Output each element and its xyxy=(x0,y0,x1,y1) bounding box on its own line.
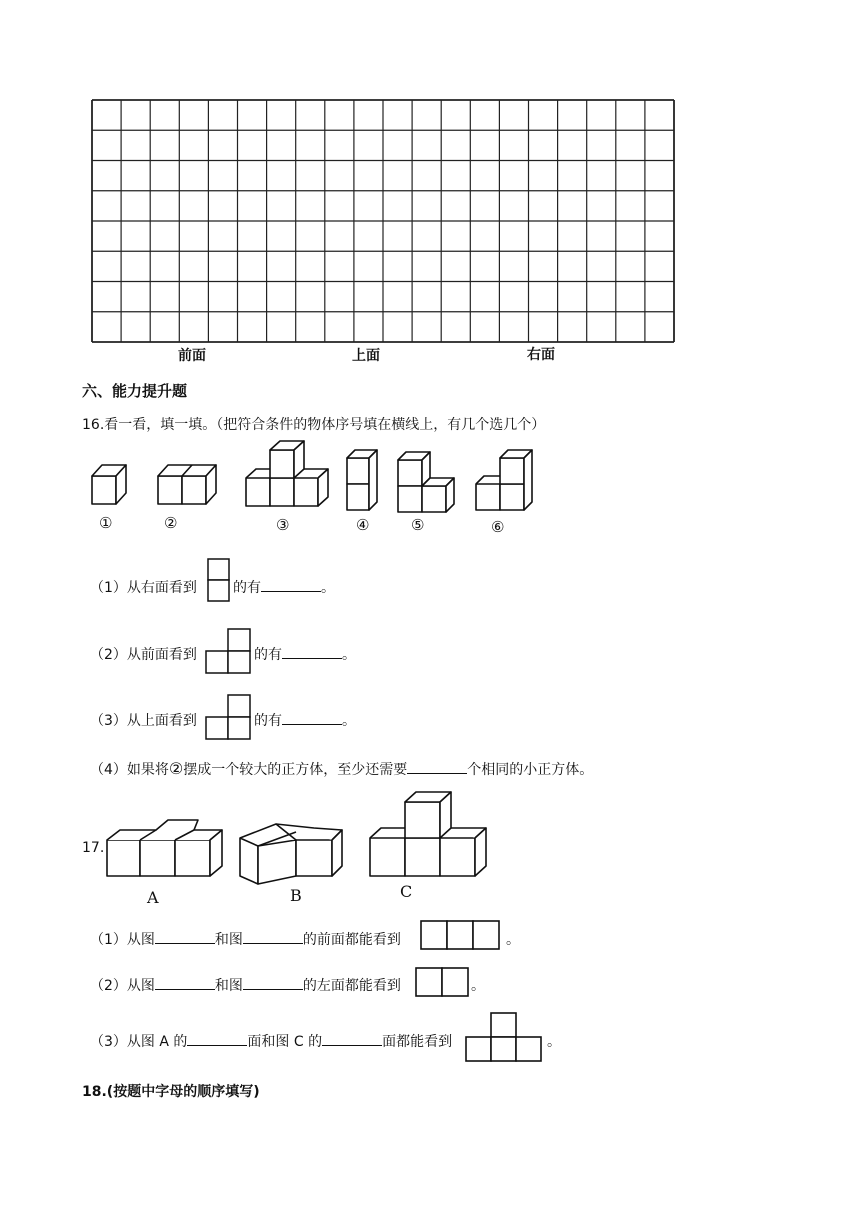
q17-sub2 xyxy=(90,975,401,995)
q16-sub1-prefix: （1）从右面看到 xyxy=(90,580,197,596)
q16-sub2 xyxy=(90,644,197,664)
q17-figures xyxy=(100,788,500,888)
q17-sub2-p3: 的左面都能看到 xyxy=(302,978,401,994)
q17-sub1-blank-2[interactable] xyxy=(243,929,303,944)
q16-sub3-end: 。 xyxy=(342,713,356,729)
q17-sub2-p1: （2）从图 xyxy=(90,978,155,994)
q16-sub1-suffix: 的有 xyxy=(233,580,261,596)
q16-figure-label-2: ② xyxy=(164,514,178,532)
q16-stem: 16.看一看，填一填。（把符合条件的物体序号填在横线上，有几个选几个） xyxy=(82,417,546,433)
q16-figure-label-1: ① xyxy=(99,514,113,532)
figure-4-cubes xyxy=(347,450,377,510)
view-two-in-row-icon xyxy=(415,967,473,999)
figure-2-cubes xyxy=(158,465,216,504)
q17-sub2-end: 。 xyxy=(471,978,485,994)
q16-sub4-prefix: （4）如果将 xyxy=(90,762,169,778)
q16-figure-label-5: ⑤ xyxy=(411,516,425,534)
q17-sub3-p2: 面和图 C 的 xyxy=(247,1034,323,1050)
q16-sub4-end: 个相同的小正方体。 xyxy=(467,762,594,778)
q16-sub3-prefix: （3）从上面看到 xyxy=(90,713,197,729)
q17-sub1-p3: 的前面都能看到 xyxy=(302,932,401,948)
figure-6-cubes xyxy=(476,450,532,510)
q17-figure-label-b: B xyxy=(290,886,302,905)
q17-sub2-blank-1[interactable] xyxy=(155,975,215,990)
q16-figure-label-4: ④ xyxy=(356,516,370,534)
grid-label-top: 上面 xyxy=(352,348,380,364)
q17-sub3-p1: （3）从图 A 的 xyxy=(90,1034,188,1050)
grid-label-right: 右面 xyxy=(527,347,555,363)
q17-sub1 xyxy=(90,929,401,949)
q16-sub1-answer-blank[interactable] xyxy=(261,577,321,592)
q17-sub1-p2: 和图 xyxy=(214,932,243,948)
q16-sub4-answer-blank[interactable] xyxy=(407,759,467,774)
q17-sub2-blank-2[interactable] xyxy=(243,975,303,990)
view-three-in-row-icon xyxy=(420,920,504,952)
q16-sub2-answer-blank[interactable] xyxy=(282,644,342,659)
q16-sub3-suffix: 的有 xyxy=(254,713,282,729)
figure-1-cubes xyxy=(92,465,126,504)
q17-sub3-blank-2[interactable] xyxy=(322,1031,382,1046)
q16-sub2-end: 。 xyxy=(342,647,356,663)
view-t-shape-icon xyxy=(465,1012,545,1064)
q16-sub2-tail xyxy=(254,644,356,664)
figure-a-cubes xyxy=(107,820,222,876)
q17-sub3-p3: 面都能看到 xyxy=(382,1034,453,1050)
q18-stem: 18.(按题中字母的顺序填写) xyxy=(82,1084,260,1100)
q16-figure-label-3: ③ xyxy=(276,516,290,534)
q16-sub2-suffix: 的有 xyxy=(254,647,282,663)
q16-sub4 xyxy=(90,759,593,779)
q16-sub4-middle: 摆成一个较大的正方体，至少还需要 xyxy=(183,762,408,778)
figure-c-cubes xyxy=(370,792,486,876)
q16-sub3-answer-blank[interactable] xyxy=(282,710,342,725)
q16-sub3 xyxy=(90,710,197,730)
figure-5-cubes xyxy=(398,452,454,512)
grid-label-front: 前面 xyxy=(178,348,206,364)
q16-sub2-prefix: （2）从前面看到 xyxy=(90,647,197,663)
q17-sub3 xyxy=(90,1031,452,1051)
q17-sub1-end: 。 xyxy=(506,932,520,948)
q17-sub1-blank-1[interactable] xyxy=(155,929,215,944)
figure-3-cubes xyxy=(246,441,328,506)
q16-sub1-tail xyxy=(233,577,335,597)
view-right-two-stacked-icon xyxy=(207,558,231,608)
q16-sub4-circled: ② xyxy=(168,759,184,778)
q16-sub1 xyxy=(90,577,197,597)
q16-sub3-tail xyxy=(254,710,356,730)
q16-figures xyxy=(80,440,560,550)
q16-sub1-end: 。 xyxy=(321,580,335,596)
answer-grid xyxy=(0,0,860,370)
q17-sub1-p1: （1）从图 xyxy=(90,932,155,948)
q17-sub3-end: 。 xyxy=(547,1034,561,1050)
figure-b-cubes xyxy=(240,824,342,884)
view-front-l-shape-icon xyxy=(205,628,253,676)
q17-figure-label-c: C xyxy=(400,882,413,901)
q17-sub2-p2: 和图 xyxy=(214,978,243,994)
view-top-l-shape-icon xyxy=(205,694,253,742)
q17-number: 17. xyxy=(82,840,105,856)
q17-figure-label-a: A xyxy=(147,888,159,907)
q17-sub3-blank-1[interactable] xyxy=(187,1031,247,1046)
q16-figure-label-6: ⑥ xyxy=(491,518,505,536)
section-heading: 六、能力提升题 xyxy=(82,382,188,400)
